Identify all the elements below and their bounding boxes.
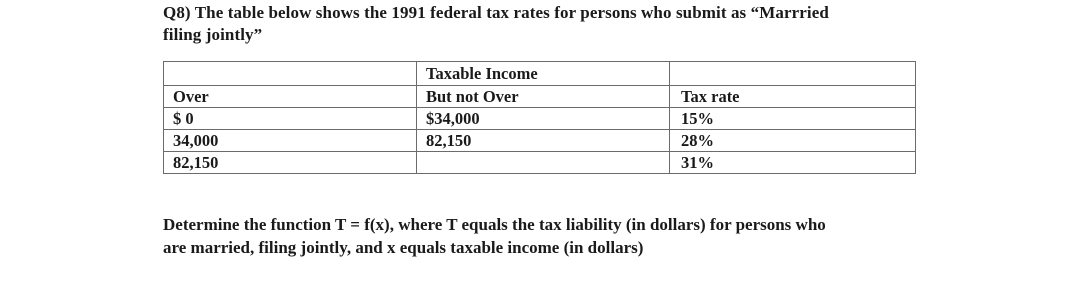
table-cell: $ 0: [164, 108, 417, 130]
table-header-row: [164, 86, 916, 108]
instruction-line-1: Determine the function T = f(x), where T equals the tax liability (in dollars) for persons who: [163, 215, 826, 234]
question-line-2: filing jointly”: [163, 25, 263, 44]
table-cell: [417, 152, 670, 174]
table-header-cell: But not Over: [417, 86, 670, 108]
table-header-cell: Over: [164, 86, 417, 108]
question-text: [163, 2, 923, 46]
table-cell: 15%: [670, 108, 916, 130]
table-header-cell: [670, 62, 916, 86]
table-row: [164, 130, 916, 152]
table-row: [164, 152, 916, 174]
table-cell: 82,150: [417, 130, 670, 152]
table-cell: 31%: [670, 152, 916, 174]
table-header-cell: Tax rate: [670, 86, 916, 108]
instruction-text: [163, 213, 943, 259]
tax-rate-table: [163, 61, 916, 174]
table-header-top-row: [164, 62, 916, 86]
table-cell: 28%: [670, 130, 916, 152]
table-cell: 82,150: [164, 152, 417, 174]
table-row: [164, 108, 916, 130]
question-line-1: Q8) The table below shows the 1991 federal tax rates for persons who submit as “Marrried: [163, 3, 829, 22]
table-cell: 34,000: [164, 130, 417, 152]
instruction-line-2: are married, filing jointly, and x equals taxable income (in dollars): [163, 238, 644, 257]
table-header-cell: Taxable Income: [417, 62, 670, 86]
table-cell: $34,000: [417, 108, 670, 130]
table-header-cell: [164, 62, 417, 86]
